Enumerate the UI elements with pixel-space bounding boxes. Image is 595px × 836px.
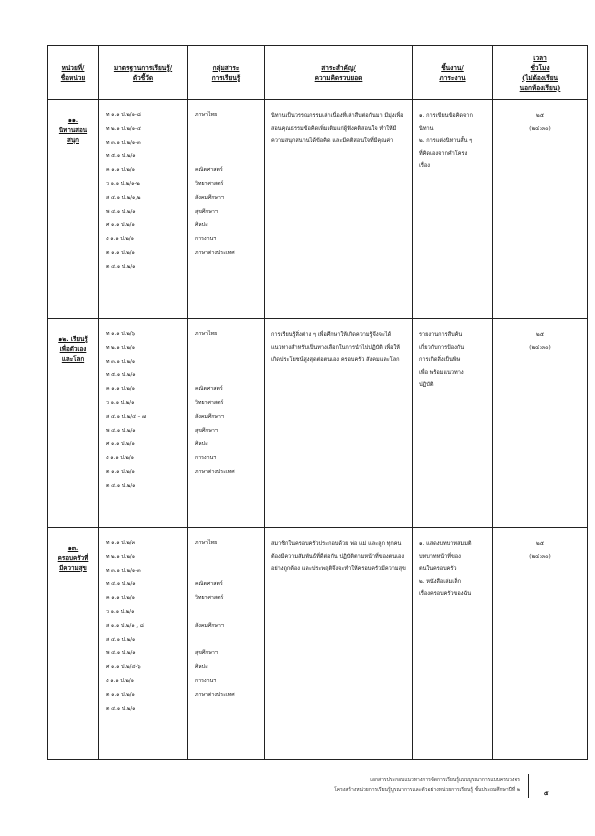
- concept-cell: สมาชิกในครอบครัวประกอบด้วย พ่อ แม่ และลูก ทุกคนต้องมีความสัมพันธ์ที่ดีต่อกัน ปฏิบัติตามหน้าที่ของตนเองอย่างถูกต้อง และประพฤติจึงจะทำให้ครอบครัวมีความสุข: [265, 528, 413, 760]
- tasks-cell: [413, 528, 493, 760]
- header-standard: มาตรฐานการเรียนรู้/ ตัวชี้วัด: [99, 46, 188, 100]
- subject-item: วิทยาศาสตร์: [195, 399, 224, 406]
- task-line: ๒. การแต่งนิทานสั้น ๆ: [419, 138, 473, 144]
- curriculum-table: [47, 45, 588, 760]
- standards-cell: [99, 100, 188, 319]
- task-line: เกี่ยวกับการป้องกัน: [419, 344, 465, 351]
- unit-label: ครอบครัวที่: [57, 555, 89, 562]
- subjects-cell: [188, 100, 265, 319]
- subject-item: คณิตศาสตร์: [195, 581, 223, 588]
- standard-item: ท ๔.๑ ป.๒/๑: [106, 581, 136, 588]
- standard-item: ส ๔.๑ ป.๒/๑,๒: [106, 194, 141, 201]
- time-value: ๒๕: [536, 541, 544, 547]
- time-cell: [493, 528, 588, 760]
- subject-item: [195, 551, 264, 565]
- task-line: ๒. หนังสือเล่มเล็ก: [419, 578, 462, 585]
- concept-cell: การเรียนรู้สิ่งต่าง ๆ เพื่อศึกษาให้เกิดความรู้จึงจะได้แนวทางสำหรับเป็นทางเลือกในการนำไปปฏิบัติ เพื่อให้เกิดประโยชน์สูงสุดต่อตนเอง ครอบครัว สังคมและโลก: [265, 319, 413, 528]
- task-line: ตนในครอบครัว: [419, 566, 457, 572]
- standard-item: ท ๒.๑ ป.๒/๑: [106, 553, 136, 560]
- standard-item: ต ๑.๑ ป.๒/๑: [106, 468, 135, 475]
- tasks-cell: [413, 100, 493, 319]
- standard-item: ท ๑.๑ ป.๒/๓: [106, 540, 136, 546]
- standard-item: ศ ๑.๑ ป.๒/๑: [106, 222, 135, 229]
- subject-item: ภาษาต่างประเทศ: [195, 249, 235, 256]
- subject-item: สังคมศึกษาฯ: [195, 413, 224, 420]
- time-value: (๒๔:๓๐): [529, 553, 551, 560]
- subject-item: การงานฯ: [195, 236, 217, 243]
- unit-label: มีความสุข: [59, 565, 87, 572]
- time-cell: [493, 100, 588, 319]
- task-line: เรื่องครอบครัวของฉัน: [419, 591, 472, 597]
- tasks-cell: [413, 319, 493, 528]
- subjects-cell: [188, 528, 265, 760]
- concept-cell: นิทานเป็นวรรณกรรมเล่าเนื่องที่เล่าสืบต่อกันมา มีมุ่งเพื่อสอนคุณธรรมข้อคิดเพิ่มเติมแก่ผู้ฟังคติสอนใจ ทำให้มีความสนุกสนานได้ข้อคิด และมีคติสอนใจที่มีคุณค่า: [265, 100, 413, 319]
- subject-item: คณิตศาสตร์: [195, 386, 223, 393]
- standard-item: ท ๓.๑ ป.๒/๑: [106, 358, 136, 365]
- subject-item: วิทยาศาสตร์: [195, 180, 224, 187]
- task-line: นิทาน: [419, 125, 434, 132]
- standard-item: ค ๑.๑ ป.๒/๑: [106, 167, 136, 174]
- header-tasks: ชิ้นงาน/ ภาระงาน: [413, 46, 493, 100]
- time-cell: [493, 319, 588, 528]
- time-value: (๒๔:๓๐): [529, 344, 551, 351]
- standard-item: พ ๔.๑ ป.๒/๑: [106, 208, 136, 215]
- footer-divider: [528, 774, 529, 798]
- header-time: เวลา ชั่วโมง (ไม่ต้องเรียน นอกห้องเรียน): [493, 46, 588, 100]
- unit-label: และโลก: [61, 356, 85, 363]
- standard-item: ท ๒.๑ ป.๒/๑: [106, 344, 136, 351]
- subject-item: [195, 342, 264, 356]
- subject-item: ภาษาต่างประเทศ: [195, 468, 235, 475]
- page-footer: [250, 775, 520, 795]
- standard-item: ท ๕.๑ ป.๒/๑: [106, 153, 136, 160]
- standard-item: พ ๔.๑ ป.๒/๑: [106, 427, 136, 434]
- task-line: เพื่อ พร้อมแนวทาง: [419, 369, 464, 376]
- standard-item: ต ๔.๑ ป.๒/๑: [106, 482, 136, 489]
- unit-label: ๑๓.: [67, 545, 79, 552]
- footer-line-1: เอกสารประกอบแนวทางการจัดการเรียนรู้แบบบูรณาการแบบครบวงจร: [370, 777, 520, 783]
- task-line: ๑. การเขียนข้อคิดจาก: [419, 113, 473, 119]
- standard-item: ส ๑.๑ ป.๒/๑ , ๘: [106, 622, 144, 629]
- task-line: ที่คิดเองจากคำโครง: [419, 150, 468, 157]
- standard-item: ท ๕.๑ ป.๒/๑: [106, 372, 136, 379]
- subjects-cell: [188, 319, 265, 528]
- standard-item: ว ๑.๑ ป.๒/๑: [106, 399, 135, 406]
- header-concept: สาระสำคัญ/ ความคิดรวบยอด: [265, 46, 413, 100]
- task-line: การเกิดสิ่งเป็นพิษ: [419, 357, 461, 363]
- unit-label: สนุก: [67, 137, 79, 144]
- subject-item: [195, 261, 264, 275]
- header-row: [48, 46, 588, 100]
- subject-item: คณิตศาสตร์: [195, 167, 223, 174]
- standard-item: ท ๓.๑ ป.๒/๑-๓: [106, 139, 141, 146]
- unit-cell: [48, 528, 99, 760]
- standard-item: ส ๔.๑ ป.๒/๔ – ๗: [106, 413, 146, 420]
- subject-item: [195, 703, 264, 717]
- standard-item: ต ๔.๑ ป.๒/๑: [106, 705, 136, 712]
- task-line: ๑. แสดงบทบาทสมมติ: [419, 541, 472, 547]
- unit-cell: [48, 319, 99, 528]
- task-line: เรื่อง: [419, 163, 431, 169]
- subject-item: [195, 634, 264, 648]
- standard-item: ว ๑.๑ ป.๒/๑: [106, 608, 135, 615]
- standard-item: ท ๑.๑ ป.๒/๖: [106, 331, 135, 337]
- standard-item: ศ ๑.๑ ป.๒/๔-๖: [106, 664, 141, 671]
- footer-line-2: โครงสร้างหน่วยการเรียนรู้บูรณาการและตัวอย่างหน่วยการเรียนรู้ ชั้นประถมศึกษาปีที่ ๒: [334, 787, 520, 793]
- subject-item: การงานฯ: [195, 677, 217, 684]
- standards-cell: [99, 528, 188, 760]
- table-row: [48, 100, 588, 319]
- task-line: รายงานการสืบค้น: [419, 332, 463, 338]
- standard-item: ต ๑.๑ ป.๒/๑: [106, 249, 135, 256]
- header-subject: กลุ่มสาระ การเรียนรู้: [188, 46, 265, 100]
- standard-item: ง ๑.๑ ป.๒/๑: [106, 677, 135, 684]
- time-value: ๒๕: [536, 113, 544, 119]
- page-number: ๕: [544, 790, 549, 797]
- subject-item: ภาษาไทย: [195, 112, 218, 118]
- standard-item: ส ๔.๑ ป.๒/๑: [106, 636, 136, 643]
- subject-item: ศิลปะ: [195, 664, 208, 671]
- subject-item: [195, 565, 264, 579]
- standard-item: ค ๑.๑ ป.๒/๑: [106, 386, 136, 393]
- subject-item: ภาษาไทย: [195, 331, 218, 337]
- standard-item: ว ๑.๑ ป.๒/๑-๒: [106, 180, 140, 187]
- task-line: บทบาทหน้าที่ของ: [419, 553, 461, 560]
- time-value: ๒๕: [536, 332, 544, 338]
- subject-item: [195, 137, 264, 151]
- subject-item: ภาษาไทย: [195, 540, 218, 546]
- subject-item: [195, 123, 264, 137]
- subject-item: สังคมศึกษาฯ: [195, 194, 224, 201]
- standard-item: ง ๑.๑ ป.๒/๑: [106, 236, 135, 243]
- standard-item: ท ๓.๑ ป.๒/๑-๓: [106, 567, 141, 574]
- table-row: [48, 319, 588, 528]
- standard-item: ศ ๑.๑ ป.๒/๑: [106, 441, 135, 448]
- subject-item: วิทยาศาสตร์: [195, 595, 224, 602]
- subject-item: ภาษาต่างประเทศ: [195, 691, 235, 698]
- subject-item: [195, 369, 264, 383]
- table-row: [48, 528, 588, 760]
- unit-cell: [48, 100, 99, 319]
- subject-item: ศิลปะ: [195, 441, 208, 448]
- time-value: (๒๔:๓๐): [529, 125, 551, 132]
- subject-item: [195, 606, 264, 620]
- subject-item: สังคมศึกษาฯ: [195, 622, 224, 629]
- header-unit: หน่วยที่/ ชื่อหน่วย: [48, 46, 99, 100]
- subject-item: [195, 150, 264, 164]
- subject-item: สุขศึกษาฯ: [195, 427, 218, 434]
- subject-item: [195, 480, 264, 494]
- standards-cell: [99, 319, 188, 528]
- subject-item: ศิลปะ: [195, 222, 208, 229]
- standard-item: ท ๑.๑ ป.๒/๑-๘: [106, 112, 141, 118]
- subject-item: การงานฯ: [195, 455, 217, 462]
- subject-item: สุขศึกษาฯ: [195, 208, 218, 215]
- task-line: ปฏิบัติ: [419, 382, 434, 388]
- standard-item: พ ๔.๑ ป.๒/๑: [106, 650, 136, 657]
- subject-item: [195, 356, 264, 370]
- unit-label: ๑๒. เรียนรู้: [58, 336, 88, 343]
- standard-item: ค ๑.๑ ป.๒/๑: [106, 595, 136, 602]
- subject-item: สุขศึกษาฯ: [195, 650, 218, 657]
- standard-item: ต ๔.๑ ป.๒/๑: [106, 263, 136, 270]
- standard-item: ต ๑.๑ ป.๒/๑: [106, 691, 135, 698]
- standard-item: ง ๑.๑ ป.๒/๑: [106, 455, 135, 462]
- unit-label: ๑๑.: [67, 117, 79, 124]
- unit-label: นิทานสอน: [58, 127, 88, 134]
- unit-label: เพื่อตัวเอง: [59, 346, 87, 353]
- standard-item: ท ๒.๑ ป.๒/๑-๔: [106, 125, 141, 132]
